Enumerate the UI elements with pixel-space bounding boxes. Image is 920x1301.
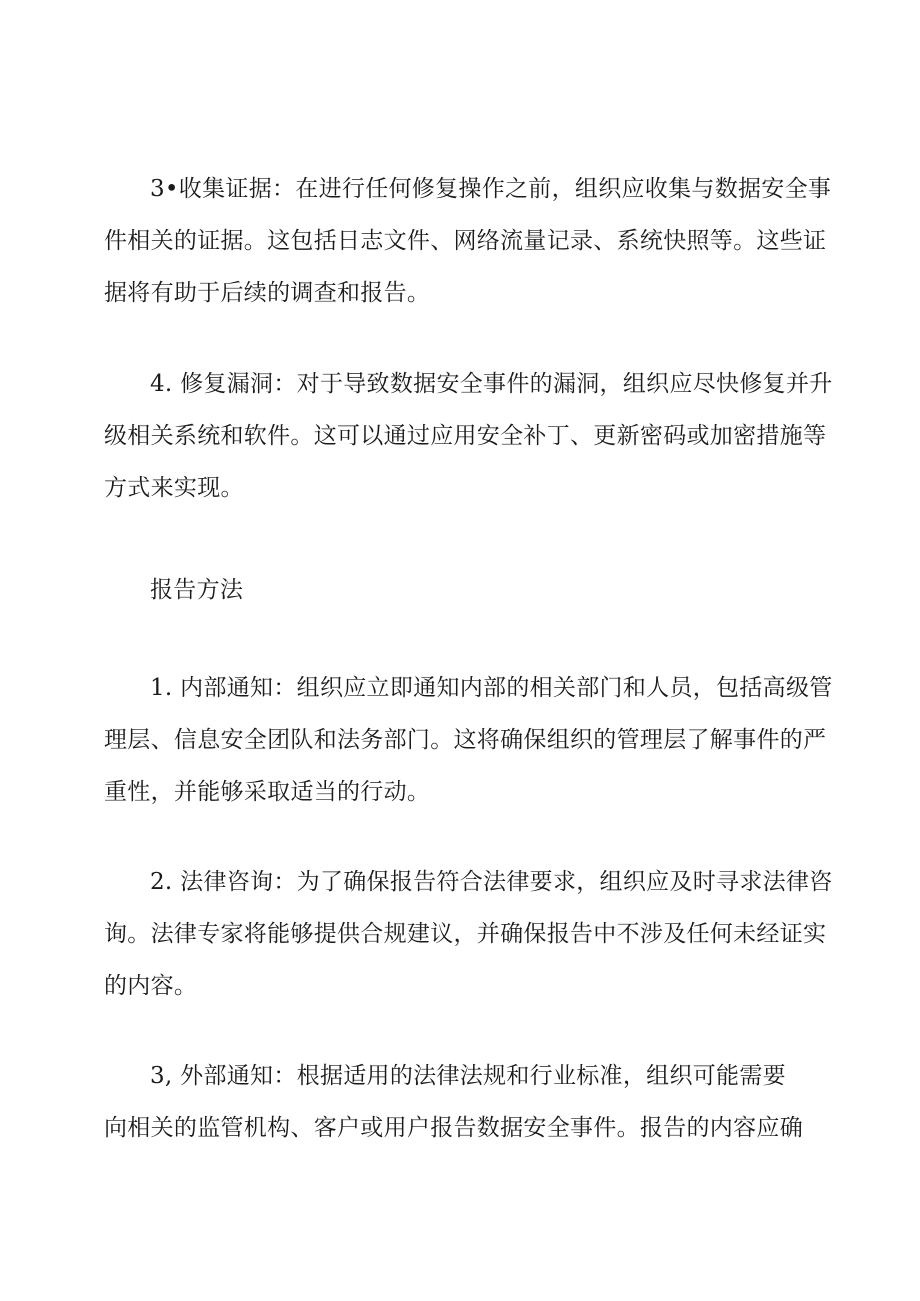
section-heading-report-methods: 报告方法 [150,577,244,603]
paragraph-line: 3, 外部通知：根据适用的法律法规和行业标准，组织可能需要 [150,1063,786,1089]
paragraph-fix-vulnerabilities [104,358,833,514]
paragraph-line: 1. 内部通知：组织应立即通知内部的相关部门和人员，包括高级管 [150,675,833,701]
paragraph-collect-evidence [104,163,832,319]
paragraph-legal-consultation [104,856,833,1012]
paragraph-line: 3•收集证据：在进行任何修复操作之前，组织应收集与数据安全事 [150,176,832,202]
paragraph-line: 据将有助于后续的调查和报告。 [104,280,431,306]
paragraph-line: 2. 法律咨询：为了确保报告符合法律要求，组织应及时寻求法律咨 [150,869,833,895]
paragraph-line: 级相关系统和软件。这可以通过应用安全补丁、更新密码或加密措施等 [104,423,827,449]
paragraph-line: 向相关的监管机构、客户或用户报告数据安全事件。报告的内容应确 [104,1115,803,1141]
paragraph-line: 的内容。 [104,973,198,999]
paragraph-internal-notification [104,662,833,818]
paragraph-line: 重性，并能够采取适当的行动。 [104,779,431,805]
paragraph-line: 4. 修复漏洞：对于导致数据安全事件的漏洞，组织应尽快修复并升 [150,371,833,397]
paragraph-line: 方式来实现。 [104,475,244,501]
paragraph-external-notification [104,1050,804,1154]
paragraph-line: 件相关的证据。这包括日志文件、网络流量记录、系统快照等。这些证 [104,228,827,254]
paragraph-line: 询。法律专家将能够提供合规建议，并确保报告中不涉及任何未经证实 [104,921,827,947]
paragraph-line: 理层、信息安全团队和法务部门。这将确保组织的管理层了解事件的严 [104,727,827,753]
